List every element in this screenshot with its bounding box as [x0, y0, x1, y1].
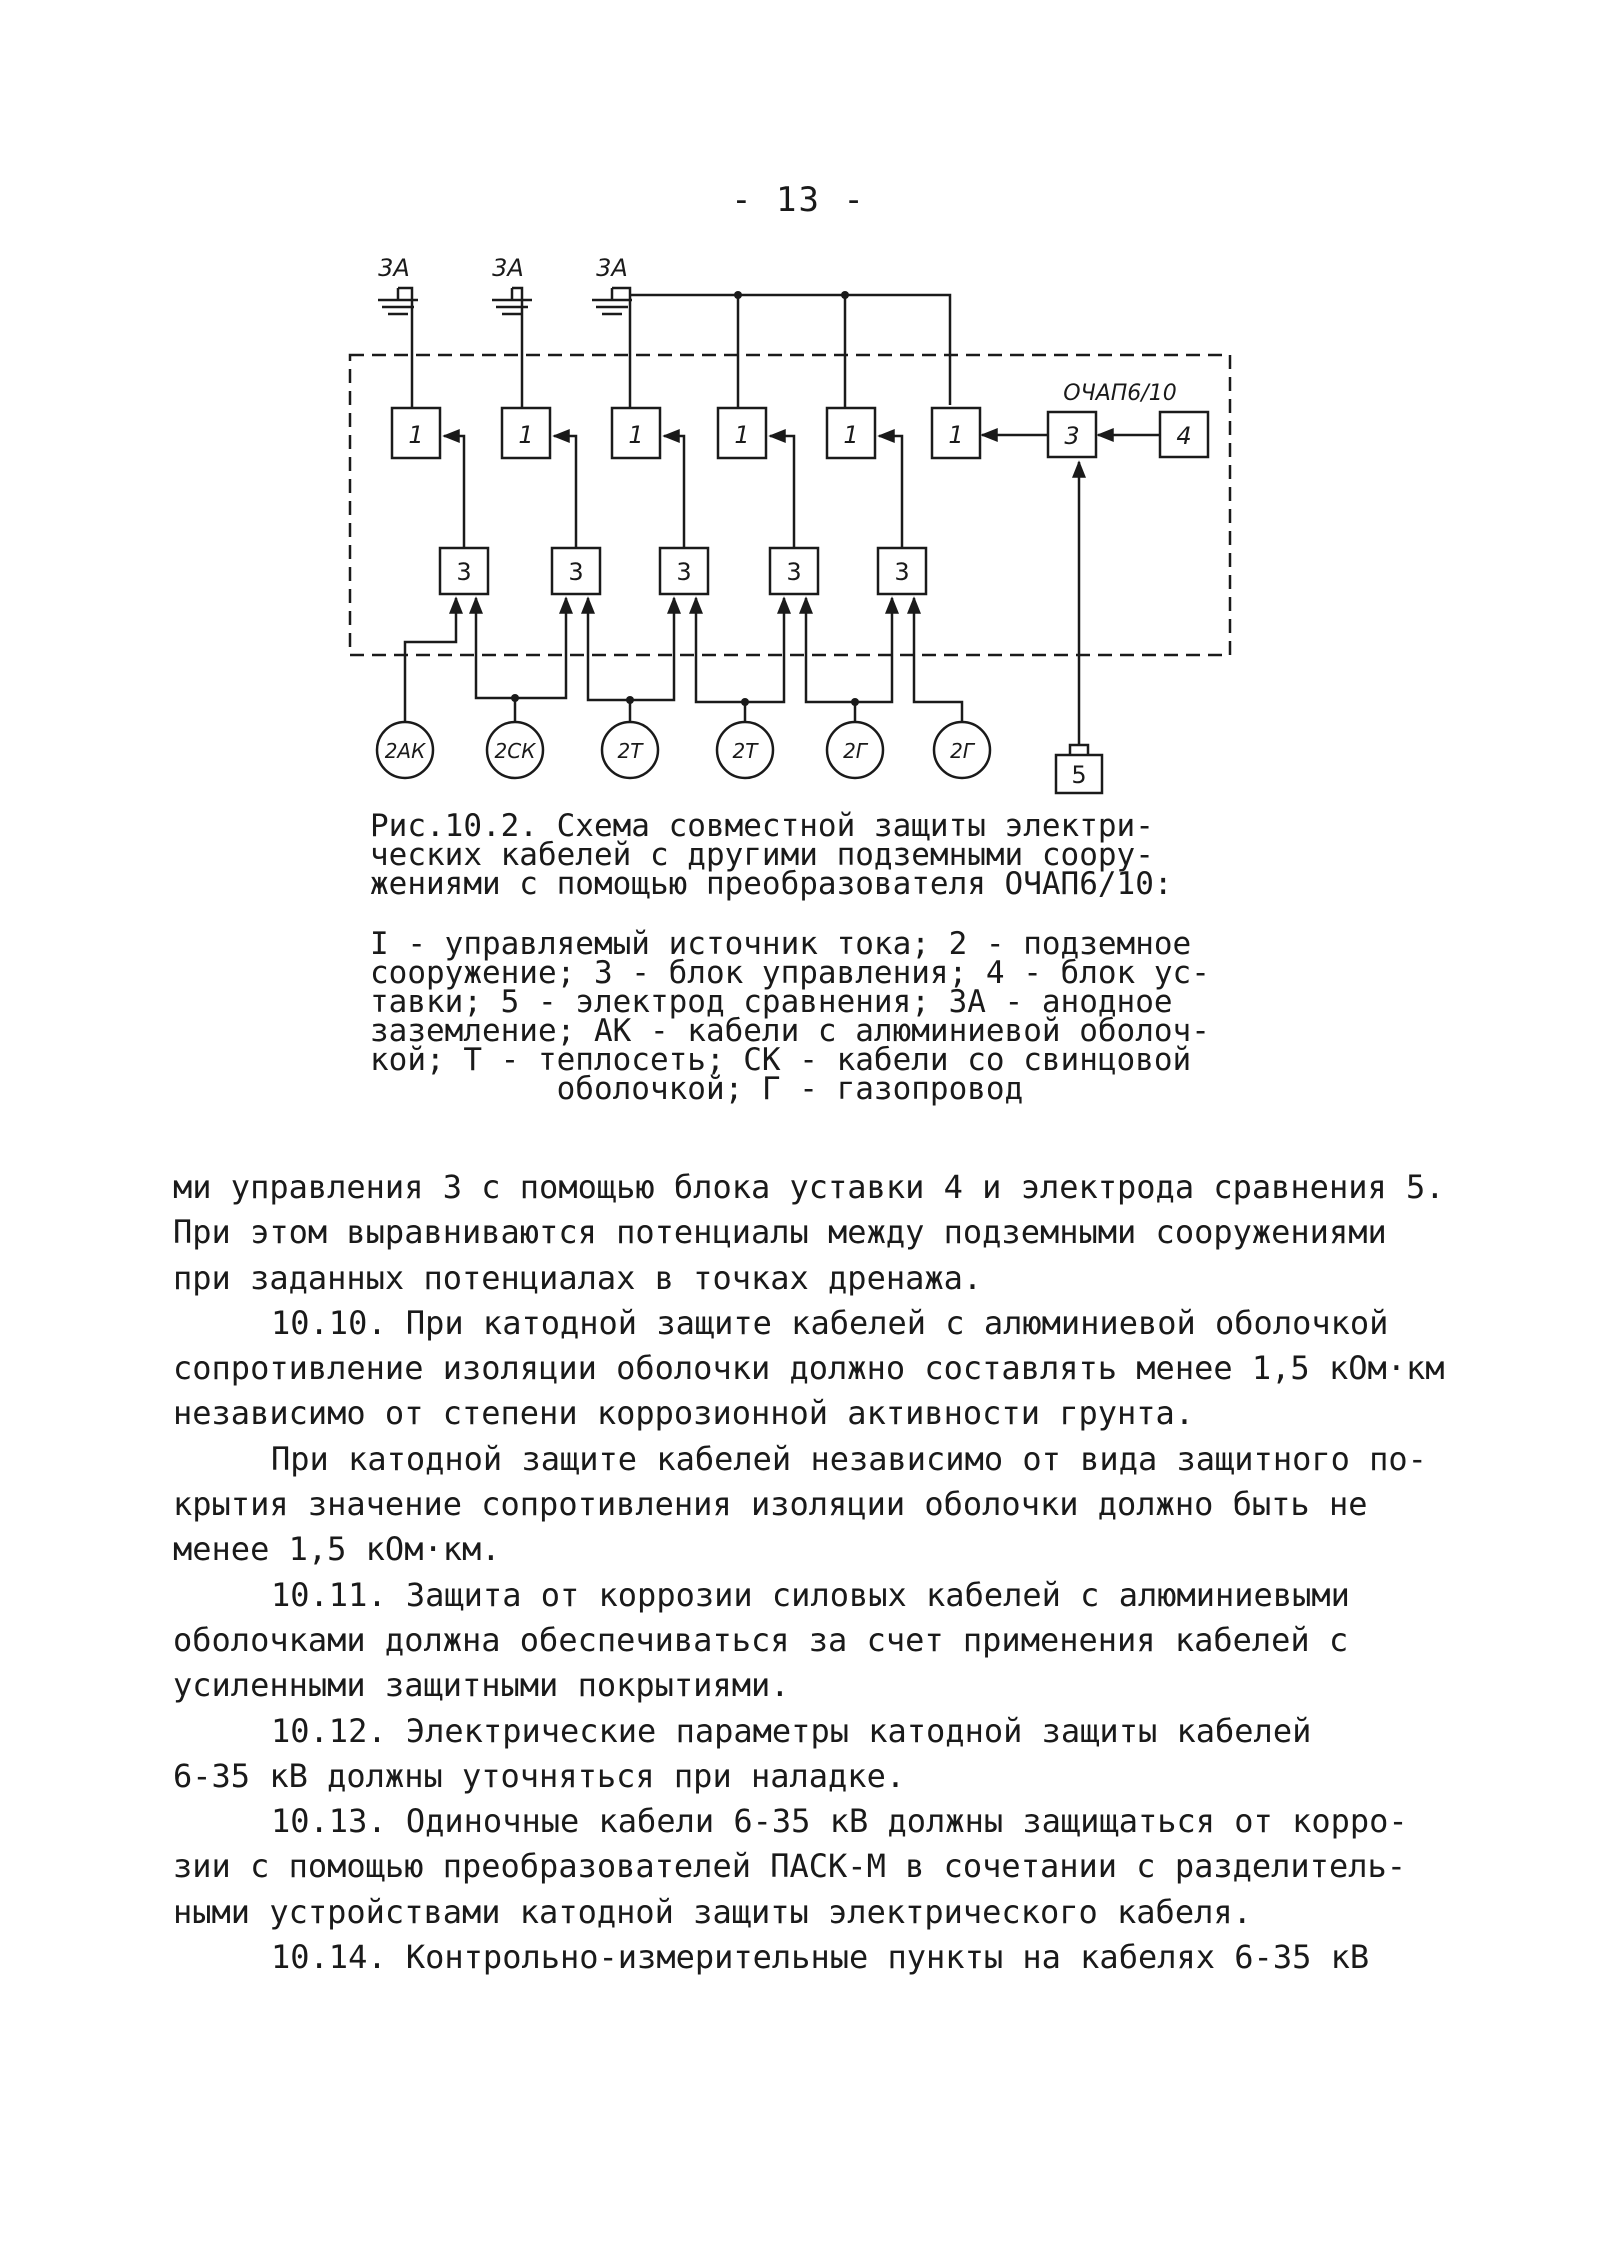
svg-text:4: 4 [1176, 422, 1192, 450]
converter-label: ОЧАП6/10 [1063, 381, 1177, 406]
anode-label: 3A [378, 254, 410, 282]
paragraph-10-14: 10.14. Контрольно-измерительные пункты на кабелях 6-35 кВ [271, 1938, 1370, 1977]
body-text [173, 1165, 1473, 1980]
anode-ground-2 [492, 288, 532, 314]
anode-label: 3A [492, 254, 524, 282]
text-line: 6-35 кВ должны уточняться при наладке. [173, 1756, 906, 1795]
svg-text:1: 1 [734, 421, 750, 449]
svg-text:3: 3 [568, 558, 584, 586]
page-number: - 13 - [731, 180, 866, 220]
paragraph-10-13: 10.13. Одиночные кабели 6-35 кВ должны защищаться от корро- [271, 1802, 1408, 1841]
figure-caption-title: Рис.10.2. Схема совместной защиты электри- ческих кабелей с другими подземными соору- жениями с помощью преобразователя ОЧАП6/10: [370, 808, 1173, 902]
text-line: зии с помощью преобразователей ПАСК-М в сочетании с разделитель- [173, 1847, 1406, 1886]
svg-text:3: 3 [786, 558, 802, 586]
anode-label: 3A [596, 254, 628, 282]
structure-label: 2СК [494, 739, 536, 763]
svg-text:3: 3 [456, 558, 472, 586]
text-line: усиленными защитными покрытиями. [173, 1666, 790, 1705]
text-line: оболочками должна обеспечиваться за счет применения кабелей с [173, 1620, 1349, 1659]
paragraph-10-11: 10.11. Защита от коррозии силовых кабелей с алюминиевыми [271, 1575, 1350, 1614]
svg-text:1: 1 [408, 421, 424, 449]
protection-scheme-diagram [330, 240, 1250, 800]
text-line: крытия значение сопротивления изоляции оболочки должно быть не [173, 1485, 1368, 1524]
paragraph-10-12: 10.12. Электрические параметры катодной защиты кабелей [271, 1711, 1312, 1750]
structure-label: 2Г [843, 739, 867, 763]
text-line: При этом выравниваются потенциалы между подземными сооружениями [173, 1213, 1387, 1252]
structure-label: 2АК [384, 739, 426, 763]
svg-text:3: 3 [676, 558, 692, 586]
figure-caption-legend: I - управляемый источник тока; 2 - подземное сооружение; 3 - блок управления; 4 - блок ус- тавки; 5 - электрод сравнения; 3А - анодное заземление; АК - кабели с алюминиевой оболоч- кой; Т - теплосеть; СК - кабели со свинцовой оболочкой; Г - газопровод [370, 926, 1210, 1107]
structure-label: 2Т [732, 739, 758, 763]
svg-text:5: 5 [1071, 761, 1087, 789]
paragraph-10-10: 10.10. При катодной защите кабелей с алюминиевой оболочкой [271, 1303, 1389, 1342]
svg-text:1: 1 [628, 421, 644, 449]
text-line: ми управления 3 с помощью блока уставки 4 и электрода сравнения 5. [173, 1168, 1445, 1206]
anode-ground-3 [592, 288, 632, 314]
svg-text:3: 3 [894, 558, 910, 586]
text-line: ными устройствами катодной защиты электрического кабеля. [173, 1892, 1252, 1931]
svg-text:1: 1 [948, 421, 964, 449]
structure-label: 2Т [617, 739, 643, 763]
text-line: сопротивление изоляции оболочки должно составлять менее 1,5 кОм·км [173, 1349, 1445, 1388]
text-line: при заданных потенциалах в точках дренажа. [173, 1258, 983, 1297]
structure-label: 2Г [950, 739, 974, 763]
svg-text:1: 1 [843, 421, 859, 449]
svg-text:1: 1 [518, 421, 534, 449]
svg-text:3: 3 [1064, 422, 1080, 450]
text-line: При катодной защите кабелей независимо от вида защитного по- [271, 1439, 1427, 1478]
text-line: независимо от степени коррозионной активности грунта. [173, 1394, 1195, 1433]
text-line: менее 1,5 кОм·км. [173, 1530, 501, 1569]
